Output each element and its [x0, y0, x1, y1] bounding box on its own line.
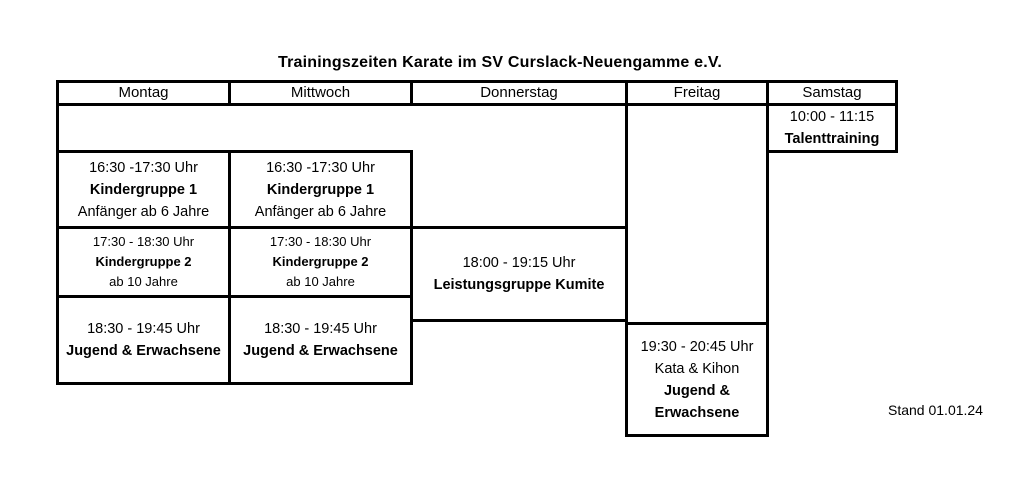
montag-kinder1-group: Kindergruppe 1 — [89, 181, 198, 198]
donnerstag-empty-slot — [410, 150, 628, 229]
samstag-talent-time: 10:00 - 11:15 — [789, 109, 875, 125]
header-donnerstag: Donnerstag — [410, 80, 625, 106]
mittwoch-kinder1-cell — [228, 150, 413, 229]
mittwoch-jugend-group: Jugend & Erwachsene — [243, 343, 398, 359]
header-samstag: Samstag — [766, 80, 898, 106]
freitag-kata-group-line2: Erwachsene — [654, 404, 740, 421]
mittwoch-donnerstag-empty-slot — [228, 103, 628, 153]
montag-kinder2-group: Kindergruppe 2 — [95, 254, 192, 269]
samstag-talent-group: Talenttraining — [784, 131, 880, 147]
stand-date: Stand 01.01.24 — [888, 402, 983, 418]
mittwoch-kinder1-time: 16:30 -17:30 Uhr — [266, 159, 375, 176]
montag-jugend-cell — [56, 295, 231, 385]
montag-kinder1-cell — [56, 150, 231, 229]
montag-kinder2-cell — [56, 226, 231, 298]
header-montag: Montag — [56, 80, 228, 106]
montag-empty-slot — [56, 103, 231, 153]
donnerstag-kumite-cell — [410, 226, 628, 322]
montag-kinder2-time: 17:30 - 18:30 Uhr — [92, 234, 195, 249]
montag-kinder1-time: 16:30 -17:30 Uhr — [89, 159, 198, 176]
page-title: Trainingszeiten Karate im SV Curslack-Neuengamme e.V. — [278, 54, 722, 71]
mittwoch-kinder2-time: 17:30 - 18:30 Uhr — [269, 234, 372, 249]
freitag-kata-cell — [625, 322, 769, 437]
mittwoch-jugend-time: 18:30 - 19:45 Uhr — [264, 321, 377, 337]
donnerstag-kumite-group: Leistungsgruppe Kumite — [433, 277, 605, 293]
samstag-talent-cell — [766, 103, 898, 153]
montag-jugend-time: 18:30 - 19:45 Uhr — [87, 321, 200, 337]
mittwoch-kinder1-note: Anfänger ab 6 Jahre — [254, 203, 387, 220]
mittwoch-kinder2-group: Kindergruppe 2 — [272, 254, 369, 269]
freitag-kata-time: 19:30 - 20:45 Uhr — [640, 338, 754, 355]
mittwoch-kinder2-cell — [228, 226, 413, 298]
mittwoch-jugend-cell — [228, 295, 413, 385]
header-freitag: Freitag — [625, 80, 766, 106]
header-mittwoch: Mittwoch — [228, 80, 410, 106]
montag-jugend-group: Jugend & Erwachsene — [66, 343, 221, 359]
montag-kinder1-note: Anfänger ab 6 Jahre — [77, 203, 210, 220]
montag-kinder2-note: ab 10 Jahre — [109, 274, 178, 289]
freitag-empty-slot — [625, 103, 769, 325]
mittwoch-kinder1-group: Kindergruppe 1 — [266, 181, 375, 198]
freitag-kata-style: Kata & Kihon — [654, 360, 740, 377]
donnerstag-kumite-time: 18:00 - 19:15 Uhr — [462, 255, 576, 271]
mittwoch-kinder2-note: ab 10 Jahre — [286, 274, 355, 289]
freitag-kata-group-line1: Jugend & — [663, 382, 731, 399]
